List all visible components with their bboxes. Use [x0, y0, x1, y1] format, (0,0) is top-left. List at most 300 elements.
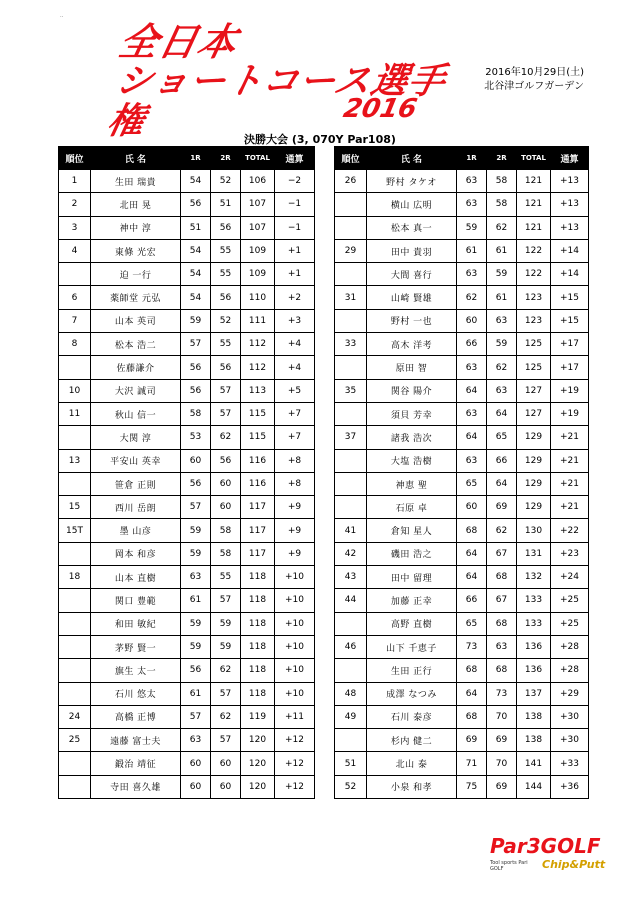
name-cell: 北山 泰: [367, 752, 457, 775]
name-cell: 佐藤謙介: [91, 356, 181, 379]
total-cell: 120: [241, 775, 275, 798]
r2-cell: 55: [211, 239, 241, 262]
results-body-right: [335, 170, 589, 799]
name-cell: 成澤 なつみ: [367, 682, 457, 705]
name-cell: 山崎 賢雄: [367, 286, 457, 309]
rank-cell: 29: [335, 239, 367, 262]
r1-cell: 59: [181, 519, 211, 542]
total-cell: 138: [517, 729, 551, 752]
r2-cell: 55: [211, 333, 241, 356]
table-row: [335, 496, 589, 519]
table-row: [335, 356, 589, 379]
rank-cell: 15: [59, 496, 91, 519]
rank-cell: [59, 682, 91, 705]
r2-cell: 62: [211, 426, 241, 449]
par-cell: +13: [551, 216, 589, 239]
name-cell: 小泉 和孝: [367, 775, 457, 798]
r1-cell: 60: [457, 496, 487, 519]
total-cell: 144: [517, 775, 551, 798]
r2-cell: 60: [211, 472, 241, 495]
r2-cell: 56: [211, 216, 241, 239]
par-cell: +13: [551, 193, 589, 216]
r2-cell: 62: [211, 659, 241, 682]
total-cell: 122: [517, 239, 551, 262]
rank-cell: 33: [335, 333, 367, 356]
r1-cell: 57: [181, 333, 211, 356]
r2-cell: 63: [487, 635, 517, 658]
r1-cell: 59: [457, 216, 487, 239]
table-row: [59, 239, 315, 262]
name-cell: 諸我 浩次: [367, 426, 457, 449]
total-cell: 132: [517, 566, 551, 589]
name-cell: 東條 光宏: [91, 239, 181, 262]
name-cell: 原田 智: [367, 356, 457, 379]
total-cell: 120: [241, 752, 275, 775]
name-cell: 加藤 正幸: [367, 589, 457, 612]
total-cell: 133: [517, 589, 551, 612]
table-row: [335, 286, 589, 309]
total-cell: 109: [241, 239, 275, 262]
r2-cell: 60: [211, 496, 241, 519]
total-cell: 107: [241, 216, 275, 239]
table-row: [59, 472, 315, 495]
total-cell: 129: [517, 496, 551, 519]
col-name-header: 氏 名: [91, 147, 181, 170]
rank-cell: 31: [335, 286, 367, 309]
r2-cell: 69: [487, 496, 517, 519]
r2-cell: 57: [211, 729, 241, 752]
r2-cell: 70: [487, 752, 517, 775]
table-row: [59, 752, 315, 775]
name-cell: 生田 正行: [367, 659, 457, 682]
col-rank-header: 順位: [335, 147, 367, 170]
table-row: [59, 496, 315, 519]
total-cell: 118: [241, 659, 275, 682]
total-cell: 106: [241, 170, 275, 193]
table-row: [59, 449, 315, 472]
name-cell: 山下 千恵子: [367, 635, 457, 658]
rank-cell: 37: [335, 426, 367, 449]
r2-cell: 57: [211, 589, 241, 612]
par-cell: +10: [275, 635, 315, 658]
r1-cell: 59: [181, 542, 211, 565]
table-row: [335, 775, 589, 798]
r2-cell: 60: [211, 752, 241, 775]
logo-small-text: Tool sports Pari GOLF: [490, 860, 528, 872]
name-cell: 磯田 浩之: [367, 542, 457, 565]
total-cell: 123: [517, 309, 551, 332]
par-cell: +9: [275, 496, 315, 519]
rank-cell: [335, 356, 367, 379]
rank-cell: 2: [59, 193, 91, 216]
rank-cell: 3: [59, 216, 91, 239]
table-row: [59, 729, 315, 752]
rank-cell: [335, 402, 367, 425]
par-cell: +4: [275, 333, 315, 356]
table-row: [335, 449, 589, 472]
r1-cell: 51: [181, 216, 211, 239]
name-cell: 倉知 星人: [367, 519, 457, 542]
tournament-title: [103, 20, 450, 142]
rank-cell: 24: [59, 705, 91, 728]
par-cell: −1: [275, 193, 315, 216]
r1-cell: 54: [181, 286, 211, 309]
par-cell: +30: [551, 705, 589, 728]
r1-cell: 64: [457, 566, 487, 589]
total-cell: 127: [517, 379, 551, 402]
par-cell: +21: [551, 472, 589, 495]
r2-cell: 56: [211, 356, 241, 379]
r2-cell: 68: [487, 612, 517, 635]
r2-cell: 56: [211, 449, 241, 472]
par-cell: +10: [275, 659, 315, 682]
r2-cell: 68: [487, 659, 517, 682]
r1-cell: 66: [457, 589, 487, 612]
par-cell: +24: [551, 566, 589, 589]
total-cell: 119: [241, 705, 275, 728]
r2-cell: 63: [487, 379, 517, 402]
total-cell: 109: [241, 263, 275, 286]
r2-cell: 70: [487, 705, 517, 728]
name-cell: 横山 広明: [367, 193, 457, 216]
total-cell: 138: [517, 705, 551, 728]
total-cell: 130: [517, 519, 551, 542]
table-row: [59, 379, 315, 402]
table-row: [335, 402, 589, 425]
r1-cell: 60: [457, 309, 487, 332]
rank-cell: 41: [335, 519, 367, 542]
name-cell: 遠藤 富士夫: [91, 729, 181, 752]
r2-cell: 57: [211, 682, 241, 705]
r2-cell: 67: [487, 589, 517, 612]
table-row: [59, 612, 315, 635]
table-row: [335, 333, 589, 356]
par3golf-logo: [490, 834, 606, 882]
total-cell: 125: [517, 333, 551, 356]
table-row: [59, 566, 315, 589]
total-cell: 118: [241, 589, 275, 612]
total-cell: 113: [241, 379, 275, 402]
event-venue: 北谷津ゴルフガーデン: [484, 81, 584, 92]
r1-cell: 63: [181, 729, 211, 752]
total-cell: 115: [241, 426, 275, 449]
r1-cell: 58: [181, 402, 211, 425]
total-cell: 116: [241, 472, 275, 495]
par-cell: +21: [551, 496, 589, 519]
r1-cell: 56: [181, 379, 211, 402]
rank-cell: [335, 729, 367, 752]
name-cell: 山本 英司: [91, 309, 181, 332]
total-cell: 121: [517, 216, 551, 239]
table-row: [59, 589, 315, 612]
total-cell: 112: [241, 356, 275, 379]
name-cell: 関口 豊範: [91, 589, 181, 612]
rank-cell: [59, 635, 91, 658]
rank-cell: 49: [335, 705, 367, 728]
total-cell: 123: [517, 286, 551, 309]
table-row: [59, 659, 315, 682]
name-cell: 高野 直樹: [367, 612, 457, 635]
r2-cell: 58: [487, 170, 517, 193]
rank-cell: [59, 589, 91, 612]
r1-cell: 68: [457, 519, 487, 542]
total-cell: 115: [241, 402, 275, 425]
total-cell: 116: [241, 449, 275, 472]
rank-cell: 7: [59, 309, 91, 332]
name-cell: 西川 岳朗: [91, 496, 181, 519]
r1-cell: 64: [457, 426, 487, 449]
rank-cell: [59, 752, 91, 775]
par-cell: −2: [275, 170, 315, 193]
col-total-header: TOTAL: [241, 147, 275, 170]
par-cell: +15: [551, 286, 589, 309]
r1-cell: 60: [181, 752, 211, 775]
r1-cell: 59: [181, 612, 211, 635]
table-row: [59, 333, 315, 356]
par-cell: +33: [551, 752, 589, 775]
r2-cell: 51: [211, 193, 241, 216]
rank-cell: 26: [335, 170, 367, 193]
rank-cell: [59, 356, 91, 379]
r1-cell: 63: [457, 402, 487, 425]
name-cell: 神恵 聖: [367, 472, 457, 495]
table-row: [59, 356, 315, 379]
par-cell: +4: [275, 356, 315, 379]
table-header-row: [59, 147, 315, 170]
table-row: [59, 193, 315, 216]
r1-cell: 69: [457, 729, 487, 752]
table-row: [335, 612, 589, 635]
rank-cell: [335, 612, 367, 635]
r2-cell: 59: [211, 635, 241, 658]
par-cell: +8: [275, 449, 315, 472]
r1-cell: 66: [457, 333, 487, 356]
r1-cell: 59: [181, 309, 211, 332]
name-cell: 山本 直樹: [91, 566, 181, 589]
total-cell: 120: [241, 729, 275, 752]
name-cell: 野村 タケオ: [367, 170, 457, 193]
total-cell: 118: [241, 612, 275, 635]
rank-cell: 46: [335, 635, 367, 658]
total-cell: 111: [241, 309, 275, 332]
r1-cell: 68: [457, 659, 487, 682]
title-year: 2016: [340, 94, 420, 124]
total-cell: 121: [517, 193, 551, 216]
r2-cell: 73: [487, 682, 517, 705]
par-cell: +28: [551, 659, 589, 682]
name-cell: 神中 淳: [91, 216, 181, 239]
name-cell: 北田 晃: [91, 193, 181, 216]
par-cell: +12: [275, 729, 315, 752]
name-cell: 笹倉 正則: [91, 472, 181, 495]
table-row: [335, 589, 589, 612]
r2-cell: 56: [211, 286, 241, 309]
par-cell: +25: [551, 589, 589, 612]
rank-cell: [59, 263, 91, 286]
table-row: [59, 542, 315, 565]
table-row: [59, 775, 315, 798]
rank-cell: 13: [59, 449, 91, 472]
table-row: [335, 729, 589, 752]
r1-cell: 62: [457, 286, 487, 309]
logo-sub-text: Chip&Putt: [542, 858, 606, 871]
name-cell: 石川 泰彦: [367, 705, 457, 728]
name-cell: 石原 卓: [367, 496, 457, 519]
rank-cell: 52: [335, 775, 367, 798]
total-cell: 117: [241, 519, 275, 542]
table-row: [59, 402, 315, 425]
name-cell: 和田 敏紀: [91, 612, 181, 635]
par-cell: +1: [275, 239, 315, 262]
table-row: [335, 659, 589, 682]
r1-cell: 59: [181, 635, 211, 658]
r2-cell: 52: [211, 309, 241, 332]
total-cell: 107: [241, 193, 275, 216]
r2-cell: 68: [487, 566, 517, 589]
event-info: [484, 66, 584, 94]
total-cell: 117: [241, 496, 275, 519]
name-cell: 松本 真一: [367, 216, 457, 239]
table-row: [335, 566, 589, 589]
name-cell: 大沢 誠司: [91, 379, 181, 402]
rank-cell: [335, 496, 367, 519]
rank-cell: [335, 449, 367, 472]
name-cell: 鍛治 靖征: [91, 752, 181, 775]
rank-cell: 15T: [59, 519, 91, 542]
name-cell: 須貝 芳幸: [367, 402, 457, 425]
r1-cell: 63: [457, 170, 487, 193]
par-cell: +5: [275, 379, 315, 402]
par-cell: +28: [551, 635, 589, 658]
table-row: [335, 705, 589, 728]
results-table-right: [334, 146, 589, 799]
r2-cell: 59: [211, 612, 241, 635]
table-row: [335, 426, 589, 449]
table-row: [335, 752, 589, 775]
table-row: [335, 170, 589, 193]
par-cell: +21: [551, 449, 589, 472]
rank-cell: 43: [335, 566, 367, 589]
par-cell: +22: [551, 519, 589, 542]
total-cell: 129: [517, 449, 551, 472]
par-cell: +7: [275, 426, 315, 449]
r1-cell: 64: [457, 379, 487, 402]
rank-cell: [59, 426, 91, 449]
rank-cell: 35: [335, 379, 367, 402]
par-cell: +12: [275, 752, 315, 775]
total-cell: 121: [517, 170, 551, 193]
r2-cell: 69: [487, 775, 517, 798]
r2-cell: 57: [211, 402, 241, 425]
name-cell: 大間 喜行: [367, 263, 457, 286]
col-par-header: 通算: [275, 147, 315, 170]
table-row: [335, 635, 589, 658]
name-cell: 迫 一行: [91, 263, 181, 286]
col-r1-header: 1R: [181, 147, 211, 170]
r2-cell: 61: [487, 239, 517, 262]
r2-cell: 55: [211, 263, 241, 286]
r1-cell: 57: [181, 705, 211, 728]
r1-cell: 60: [181, 775, 211, 798]
r2-cell: 67: [487, 542, 517, 565]
par-cell: +3: [275, 309, 315, 332]
rank-cell: [59, 775, 91, 798]
rank-cell: 10: [59, 379, 91, 402]
table-row: [59, 170, 315, 193]
par-cell: +19: [551, 379, 589, 402]
par-cell: +10: [275, 612, 315, 635]
col-rank-header: 順位: [59, 147, 91, 170]
par-cell: +8: [275, 472, 315, 495]
total-cell: 129: [517, 426, 551, 449]
table-row: [59, 682, 315, 705]
col-r1-header: 1R: [457, 147, 487, 170]
name-cell: 平安山 英幸: [91, 449, 181, 472]
r2-cell: 58: [211, 519, 241, 542]
r2-cell: 57: [211, 379, 241, 402]
title-line-2: ショートコース選手権: [103, 61, 450, 142]
par-cell: +9: [275, 519, 315, 542]
name-cell: 関谷 陽介: [367, 379, 457, 402]
table-row: [335, 682, 589, 705]
round-subtitle: 決勝大会 (3, 070Y Par108): [244, 133, 396, 146]
rank-cell: 11: [59, 402, 91, 425]
table-row: [59, 635, 315, 658]
r1-cell: 65: [457, 612, 487, 635]
rank-cell: 48: [335, 682, 367, 705]
rank-cell: 18: [59, 566, 91, 589]
rank-cell: [59, 612, 91, 635]
r2-cell: 58: [487, 193, 517, 216]
r1-cell: 63: [457, 449, 487, 472]
name-cell: 高木 洋考: [367, 333, 457, 356]
r2-cell: 62: [211, 705, 241, 728]
r1-cell: 61: [457, 239, 487, 262]
total-cell: 110: [241, 286, 275, 309]
rank-cell: [335, 263, 367, 286]
r1-cell: 56: [181, 193, 211, 216]
table-row: [335, 239, 589, 262]
total-cell: 131: [517, 542, 551, 565]
col-name-header: 氏 名: [367, 147, 457, 170]
rank-cell: [59, 659, 91, 682]
table-row: [335, 379, 589, 402]
results-table-left: [58, 146, 315, 799]
r1-cell: 56: [181, 356, 211, 379]
r1-cell: 75: [457, 775, 487, 798]
rank-cell: 4: [59, 239, 91, 262]
r1-cell: 54: [181, 263, 211, 286]
table-row: [335, 542, 589, 565]
rank-cell: [335, 472, 367, 495]
r1-cell: 73: [457, 635, 487, 658]
r2-cell: 62: [487, 216, 517, 239]
name-cell: 秋山 信一: [91, 402, 181, 425]
par-cell: +10: [275, 589, 315, 612]
r1-cell: 68: [457, 705, 487, 728]
name-cell: 野村 一也: [367, 309, 457, 332]
rank-cell: [59, 542, 91, 565]
total-cell: 136: [517, 635, 551, 658]
rank-cell: 6: [59, 286, 91, 309]
col-par-header: 通算: [551, 147, 589, 170]
event-date: 2016年10月29日(土): [485, 67, 584, 78]
r1-cell: 63: [457, 193, 487, 216]
par-cell: +10: [275, 682, 315, 705]
r2-cell: 65: [487, 426, 517, 449]
r1-cell: 56: [181, 472, 211, 495]
r1-cell: 56: [181, 659, 211, 682]
